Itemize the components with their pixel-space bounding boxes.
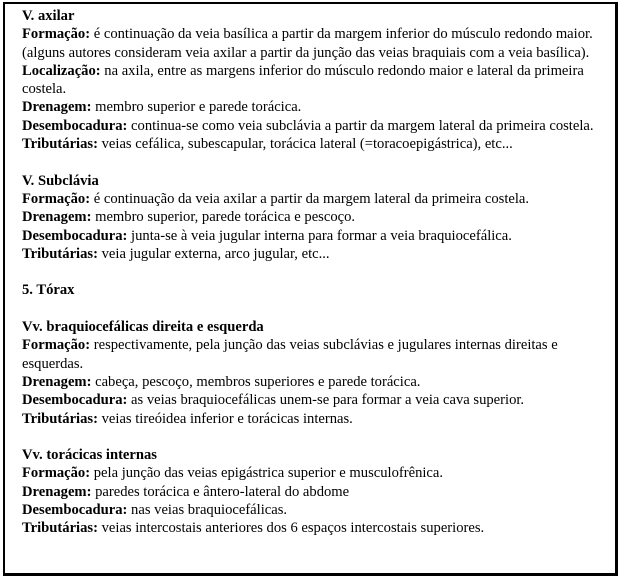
field-label: Drenagem:	[22, 209, 92, 226]
field-desembocadura	[22, 501, 614, 519]
field-label: Desembocadura:	[22, 117, 128, 134]
field-text: na axila, entre as margens inferior do músculo redondo maior e lateral da primeira costela.	[22, 62, 584, 98]
field-text: é continuação da veia basílica a partir da margem inferior do músculo redondo maior. (alguns autores consideram veia axilar a partir da junção das veias braquiais com a veia basílica).	[22, 26, 593, 61]
document-frame	[3, 2, 618, 576]
field-text: respectivamente, pela junção das veias subclávias e jugulares internas direitas e esquerdas.	[22, 337, 558, 372]
section-veia-subclavia	[22, 172, 614, 263]
field-label: Tributárias:	[22, 410, 98, 427]
section-veias-braquiocefalicas	[22, 318, 614, 428]
section-title: Vv. torácicas internas	[22, 447, 157, 464]
section-title: Vv. braquiocefálicas direita e esquerda	[22, 319, 264, 336]
section-title: V. axilar	[22, 8, 75, 24]
field-label: Drenagem:	[22, 483, 92, 500]
field-text: paredes torácica e ântero-lateral do abdome	[95, 483, 350, 500]
field-label: Tributárias:	[22, 520, 98, 537]
field-localizacao	[22, 62, 614, 99]
field-drenagem	[22, 483, 614, 501]
field-tributarias	[22, 410, 614, 428]
field-label: Localização:	[22, 62, 101, 79]
field-label: Formação:	[22, 465, 91, 482]
field-desembocadura	[22, 391, 614, 409]
field-label: Tributárias:	[22, 136, 98, 153]
spacer	[22, 428, 614, 446]
field-desembocadura	[22, 227, 614, 245]
field-text: nas veias braquiocefálicas.	[131, 502, 288, 519]
field-label: Formação:	[22, 190, 91, 207]
section-title: 5. Tórax	[22, 282, 75, 299]
field-tributarias	[22, 135, 614, 153]
field-text: pela junção das veias epigástrica superior e musculofrênica.	[93, 465, 444, 482]
field-text: é continuação da veia axilar a partir da margem lateral da primeira costela.	[93, 190, 530, 207]
field-tributarias	[22, 519, 614, 537]
field-formacao	[22, 190, 614, 208]
field-formacao	[22, 336, 614, 373]
field-label: Desembocadura:	[22, 227, 128, 244]
field-label: Drenagem:	[22, 373, 92, 390]
field-text: veias intercostais anteriores dos 6 espaços intercostais superiores.	[101, 520, 485, 537]
field-text: junta-se à veia jugular interna para formar a veia braquiocefálica.	[131, 227, 512, 244]
field-text: membro superior, parede torácica e pescoço.	[95, 209, 356, 226]
field-text: as veias braquiocefálicas unem-se para formar a veia cava superior.	[131, 392, 525, 409]
section-veia-axilar	[22, 7, 614, 153]
field-label: Formação:	[22, 337, 91, 354]
section-veias-toracicas-internas	[22, 446, 614, 537]
field-text: veia jugular externa, arco jugular, etc...	[101, 245, 330, 262]
field-label: Desembocadura:	[22, 502, 128, 519]
document-content	[22, 7, 614, 538]
field-label: Tributárias:	[22, 245, 98, 262]
field-label: Drenagem:	[22, 99, 92, 116]
field-text: continua-se como veia subclávia a partir da margem lateral da primeira costela.	[131, 117, 594, 134]
field-drenagem	[22, 98, 614, 116]
section-title: V. Subclávia	[22, 172, 99, 189]
field-formacao	[22, 25, 614, 62]
field-text: cabeça, pescoço, membros superiores e parede torácica.	[95, 373, 421, 390]
spacer	[22, 153, 614, 171]
field-text: veias tireóidea inferior e torácicas internas.	[101, 410, 353, 427]
spacer	[22, 263, 614, 281]
spacer	[22, 300, 614, 318]
field-desembocadura	[22, 117, 614, 135]
section-torax	[22, 281, 614, 299]
field-formacao	[22, 464, 614, 482]
field-text: membro superior e parede torácica.	[95, 99, 302, 116]
field-drenagem	[22, 208, 614, 226]
field-label: Desembocadura:	[22, 392, 128, 409]
field-drenagem	[22, 373, 614, 391]
field-text: veias cefálica, subescapular, torácica lateral (=toracoepigástrica), etc...	[101, 136, 513, 153]
field-label: Formação:	[22, 26, 91, 43]
field-tributarias	[22, 245, 614, 263]
